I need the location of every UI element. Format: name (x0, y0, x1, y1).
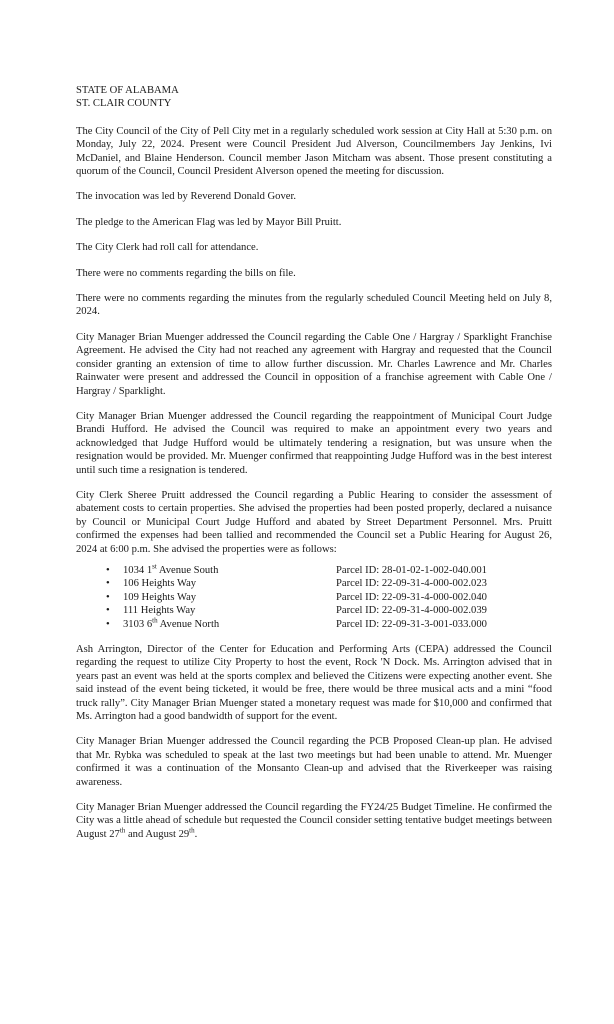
minutes-paragraph: There were no comments regarding the minutes from the regularly scheduled Council Meeting held on July 8, 2024. (76, 293, 552, 318)
document-header (76, 84, 552, 111)
property-list-item (106, 618, 552, 631)
pledge-paragraph: The pledge to the American Flag was led by Mayor Bill Pruitt. (76, 216, 342, 228)
bullet-icon: • (106, 564, 110, 576)
bills-paragraph: There were no comments regarding the bills on file. (76, 267, 296, 279)
franchise-agreement-paragraph: City Manager Brian Muenger addressed the Council regarding the Cable One / Hargray / Sparklight Franchise Agreement. He advised the City had not reached any agreement with Hargray and requested that the Council consider granting an extension of time to allow further discussion. Mr. Charles Lawrence and Mr. Charles Rainwater were present and addressed the Council in opposition of a franchise agreement with Cable One / Hargray / Sparklight. (76, 331, 552, 397)
property-address: 3103 6th Avenue North (123, 616, 220, 630)
bullet-icon: • (106, 605, 110, 617)
budget-timeline-paragraph: City Manager Brian Muenger addressed the Council regarding the FY24/25 Budget Timeline. He confirmed the City was a little ahead of schedule but requested the Council consider setting tentative budget meetings between August 27th and August 29th. (76, 801, 552, 840)
parcel-id: Parcel ID: 28-01-02-1-002-040.001 (336, 564, 487, 576)
bullet-icon: • (106, 591, 110, 603)
parcel-id: Parcel ID: 22-09-31-4-000-002.040 (336, 591, 487, 603)
property-list-item (106, 604, 552, 617)
parcel-id: Parcel ID: 22-09-31-3-001-033.000 (336, 618, 487, 630)
public-hearing-paragraph: City Clerk Sheree Pruitt addressed the Council regarding a Public Hearing to consider the assessment of abatement costs to certain properties. She advised the properties had been posted properly, declared a nuisance by Council or Municipal Court Judge Hufford and abated by Street Department Personnel. Mrs. Pruitt confirmed the expenses had been tallied and recommended the Council set a Public Hearing for August 26, 2024 at 6:00 p.m. She advised the properties were as follows: (76, 489, 552, 555)
property-address: 1034 1st Avenue South (123, 562, 219, 576)
meeting-opening-paragraph: The City Council of the City of Pell City met in a regularly scheduled work session at City Hall at 5:30 p.m. on Monday, July 22, 2024. Present were Council President Jud Alverson, Councilmembers Jay Jenkins, Ivi McDaniel, and Blaine Henderson. Council member Jason Mitcham was absent. Those present constituting a quorum of the Council, Council President Alverson opened the meeting for discussion. (76, 125, 552, 178)
county-heading: ST. CLAIR COUNTY (76, 98, 172, 110)
state-heading: STATE OF ALABAMA (76, 85, 179, 96)
invocation-paragraph: The invocation was led by Reverend Donald Gover. (76, 191, 297, 203)
pcb-cleanup-paragraph: City Manager Brian Muenger addressed the Council regarding the PCB Proposed Clean-up plan. He advised that Mr. Rybka was scheduled to speak at the last two meetings but had been unable to attend. Mr. Muenger confirmed it was a continuation of the Monsanto Clean-up and advised that the Riverkeeper was raising awareness. (76, 736, 552, 788)
bullet-icon: • (106, 618, 110, 630)
property-list-item (106, 577, 552, 590)
bullet-icon: • (106, 578, 110, 590)
cepa-event-paragraph: Ash Arrington, Director of the Center for Education and Performing Arts (CEPA) addressed the Council regarding the request to utilize City Property to host the event, Rock 'N Dock. Ms. Arrington advised that in years past an event was held at the sports complex and believed the Citizens were expecting another event. She said instead of the event being ticketed, it would be free, there would be three musical acts and a mini “food truck rally”. City Manager Brian Muenger stated a monetary request was made for $10,000 and confirmed that Ms. Arrington had a good bandwidth of support for the event. (76, 643, 552, 722)
property-list-item (106, 591, 552, 604)
parcel-id: Parcel ID: 22-09-31-4-000-002.039 (336, 605, 487, 617)
property-list-item (106, 564, 552, 577)
property-address: 109 Heights Way (123, 591, 197, 603)
property-address: 111 Heights Way (123, 605, 196, 617)
roll-call-paragraph: The City Clerk had roll call for attendance. (76, 242, 259, 254)
property-address: 106 Heights Way (123, 578, 197, 590)
parcel-id: Parcel ID: 22-09-31-4-000-002.023 (336, 578, 487, 590)
property-list (76, 564, 552, 631)
judge-reappointment-paragraph: City Manager Brian Muenger addressed the Council regarding the reappointment of Municipal Court Judge Brandi Hufford. He advised the Council was required to make an appointment every two years and acknowledged that Judge Hufford would be ultimately tendering a resignation, but was unsure when the resignation would be provided. Mr. Muenger confirmed that reappointing Judge Hufford was in the best interest until such time a resignation is tendered. (76, 410, 552, 476)
